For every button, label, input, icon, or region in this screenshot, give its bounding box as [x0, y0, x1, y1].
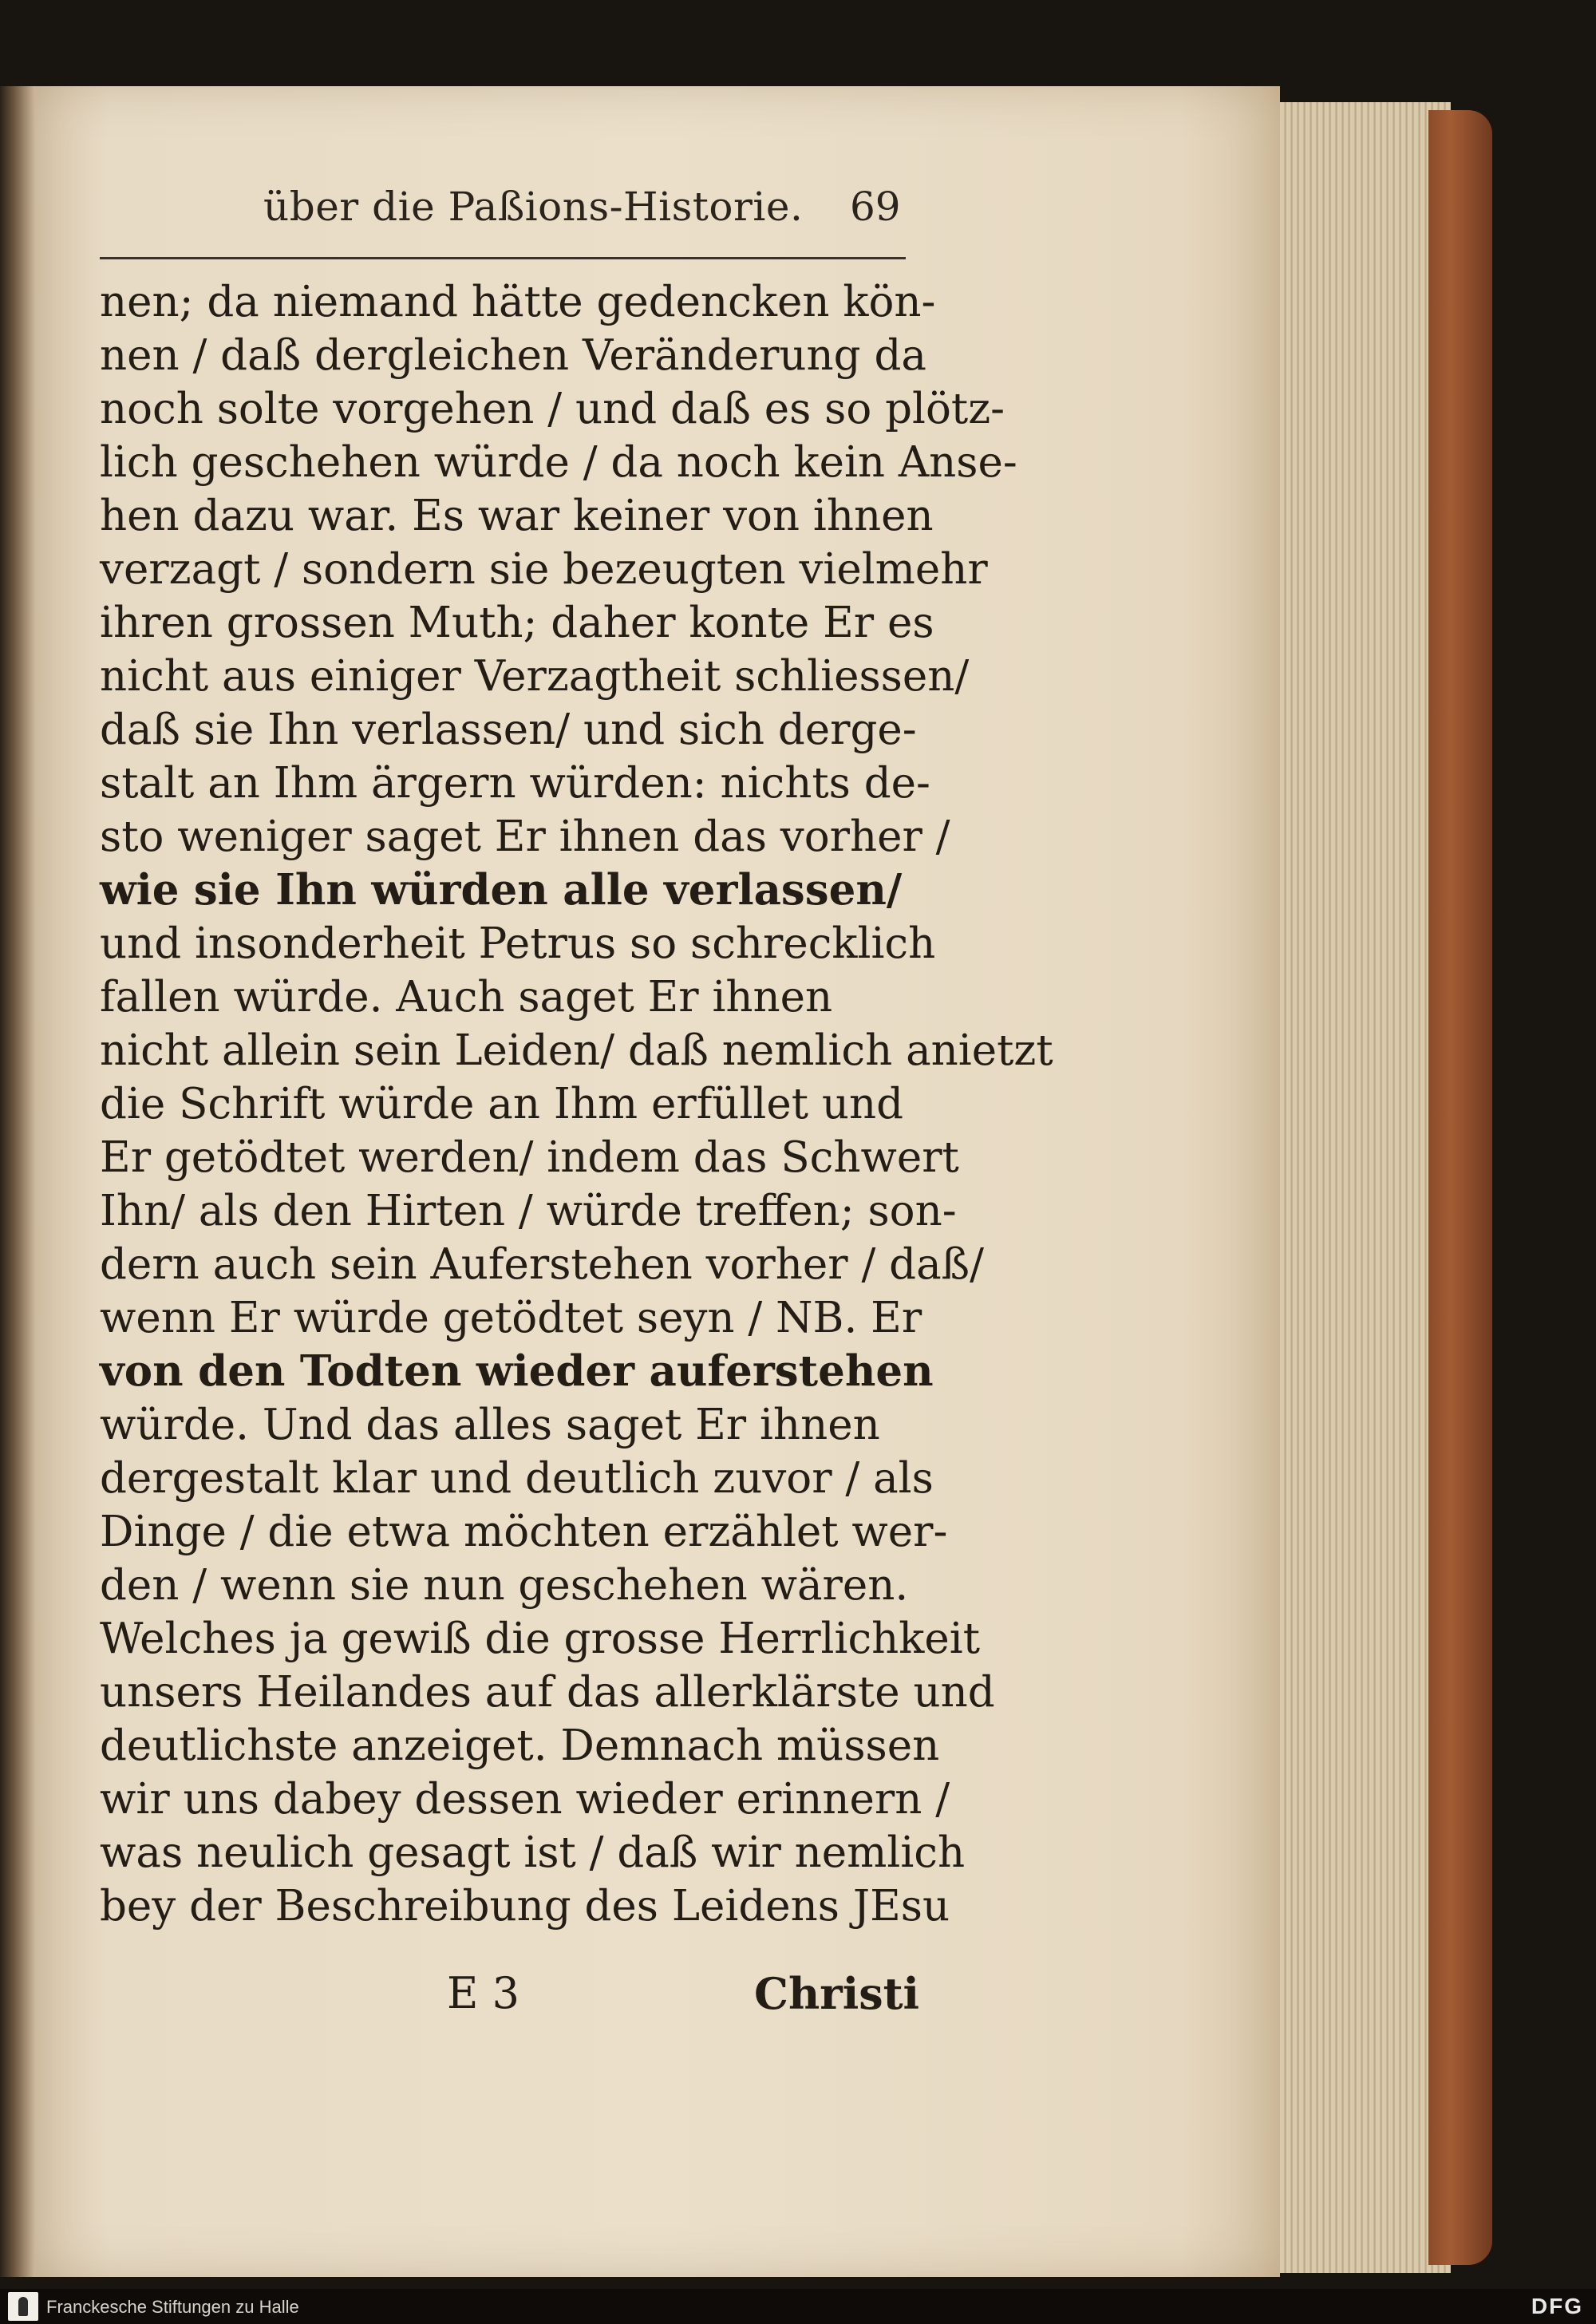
institution-name: Franckesche Stiftungen zu Halle — [46, 2297, 299, 2317]
header-rule — [100, 257, 906, 259]
text-line: nicht allein sein Leiden/ daß nemlich anietzt — [100, 1026, 1053, 1075]
body-text — [100, 275, 1053, 1933]
text-line-emphasis: wie sie Ihn würden alle verlassen/ — [100, 865, 903, 915]
text-line: Welches ja gewiß die grosse Herrlichkeit — [100, 1615, 981, 1663]
text-line: deutlichste anzeiget. Demnach müssen — [100, 1721, 940, 1770]
text-line: stalt an Ihm ärgern würden: nichts de- — [100, 759, 930, 808]
dfg-logo: DFG — [1531, 2294, 1583, 2318]
text-line: nicht aus einiger Verzagtheit schliessen/ — [100, 652, 970, 701]
text-line-emphasis: von den Todten wieder auferstehen — [100, 1346, 934, 1396]
text-line: bey der Beschreibung des Leidens JEsu — [100, 1882, 950, 1931]
text-line: Dinge / die etwa möchten erzählet wer- — [100, 1508, 948, 1556]
text-line: sto weniger saget Er ihnen das vorher / — [100, 812, 950, 861]
text-line: Er getödtet werden/ indem das Schwert — [100, 1133, 959, 1182]
text-line: ihren grossen Muth; daher konte Er es — [100, 599, 934, 647]
text-line: hen dazu war. Es war keiner von ihnen — [100, 492, 934, 540]
text-line: noch solte vorgehen / und daß es so plötz- — [100, 385, 1005, 433]
text-line: wir uns dabey dessen wieder erinnern / — [100, 1775, 950, 1824]
text-line: würde. Und das alles saget Er ihnen — [100, 1401, 880, 1449]
text-line: Ihn/ als den Hirten / würde treffen; son- — [100, 1187, 957, 1235]
institution-logo-icon — [8, 2292, 38, 2321]
text-line: wenn Er würde getödtet seyn / NB. Er — [100, 1294, 922, 1342]
text-line: daß sie Ihn verlassen/ und sich derge- — [100, 706, 917, 754]
text-line: dern auch sein Auferstehen vorher / daß/ — [100, 1240, 984, 1289]
leather-cover-edge — [1428, 110, 1492, 2265]
text-line: die Schrift würde an Ihm erfüllet und — [100, 1080, 904, 1128]
text-line: lich geschehen würde / da noch kein Anse- — [100, 438, 1017, 487]
text-line: und insonderheit Petrus so schrecklich — [100, 919, 936, 968]
text-line: den / wenn sie nun geschehen wären. — [100, 1561, 909, 1610]
page-number: 69 — [850, 184, 901, 230]
text-line: was neulich gesagt ist / daß wir nemlich — [100, 1828, 966, 1877]
text-line: verzagt / sondern sie bezeugten vielmehr — [100, 545, 988, 594]
text-line: dergestalt klar und deutlich zuvor / als — [100, 1454, 934, 1503]
text-line: nen; da niemand hätte gedencken kön- — [100, 278, 936, 326]
page-block-edge — [1280, 102, 1451, 2273]
text-line: unsers Heilandes auf das allerklärste und — [100, 1668, 995, 1717]
left-page-edge — [0, 86, 35, 2277]
running-head: über die Paßions-Historie. — [263, 184, 804, 230]
text-line: nen / daß dergleichen Veränderung da — [100, 331, 926, 380]
text-line: fallen würde. Auch saget Er ihnen — [100, 973, 833, 1022]
signature-mark: E 3 — [447, 1968, 519, 2018]
catchword: Christi — [754, 1968, 920, 2019]
